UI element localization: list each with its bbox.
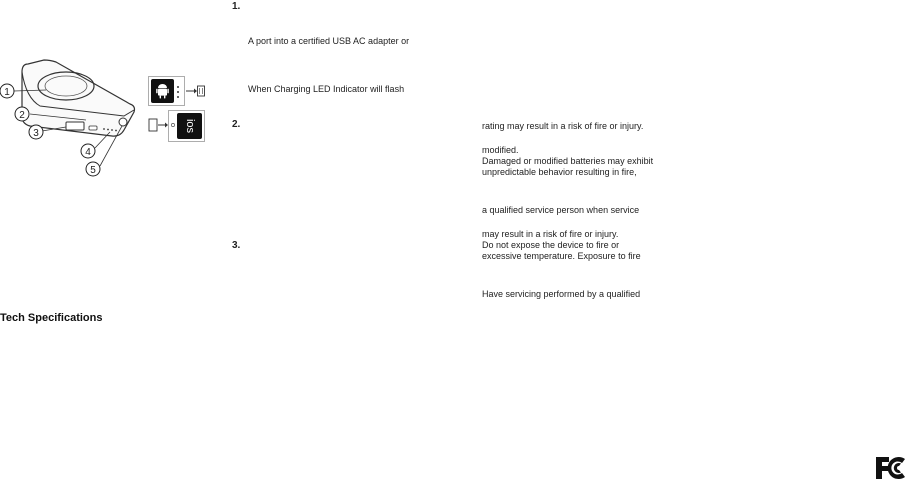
svg-text:2: 2 [19, 110, 25, 121]
tech-specifications-heading: Tech Specifications [0, 312, 103, 324]
callout-1 [0, 84, 14, 98]
section-3-temperature-text: excessive temperature. Exposure to fire [482, 251, 641, 261]
section-3-servicing-text: Have servicing performed by a qualified [482, 289, 641, 299]
callout-4 [81, 144, 95, 158]
section-1-number: 1. [232, 1, 241, 12]
usb-port [66, 122, 84, 130]
section-2-rating-text: rating may result in a risk of fire or injury. [482, 121, 644, 131]
section-2-service-text: a qualified service person when service [482, 205, 640, 215]
svg-text:5: 5 [90, 165, 96, 176]
callout-3 [29, 125, 43, 139]
section-1-led-text: When Charging LED Indicator will flash [248, 84, 405, 94]
section-2-damaged-text: Damaged or modified batteries may exhibit [482, 156, 654, 166]
svg-text:3: 3 [33, 128, 39, 139]
section-2-unpredictable-text: unpredictable behavior resulting in fire, [482, 167, 637, 177]
section-2-modified-text: modified. [482, 145, 519, 155]
section-3-risk-text: may result in a risk of fire or injury. [482, 229, 619, 239]
micro-usb-port [89, 126, 97, 130]
power-button [119, 118, 127, 126]
section-3-number: 3. [232, 240, 241, 251]
callout-5 [86, 162, 100, 176]
power-bank-illustration [0, 50, 140, 180]
section-1-port-text: A port into a certified USB AC adapter or [248, 36, 410, 46]
android-charging-diagram [148, 76, 206, 106]
fcc-logo [874, 455, 908, 481]
ios-charging-diagram [148, 110, 206, 142]
svg-text:4: 4 [85, 147, 91, 158]
section-2-number: 2. [232, 119, 241, 130]
svg-text:1: 1 [4, 87, 10, 98]
callout-2 [15, 107, 29, 121]
section-3-expose-text: Do not expose the device to fire or [482, 240, 620, 250]
ios-label: ios [184, 118, 197, 134]
